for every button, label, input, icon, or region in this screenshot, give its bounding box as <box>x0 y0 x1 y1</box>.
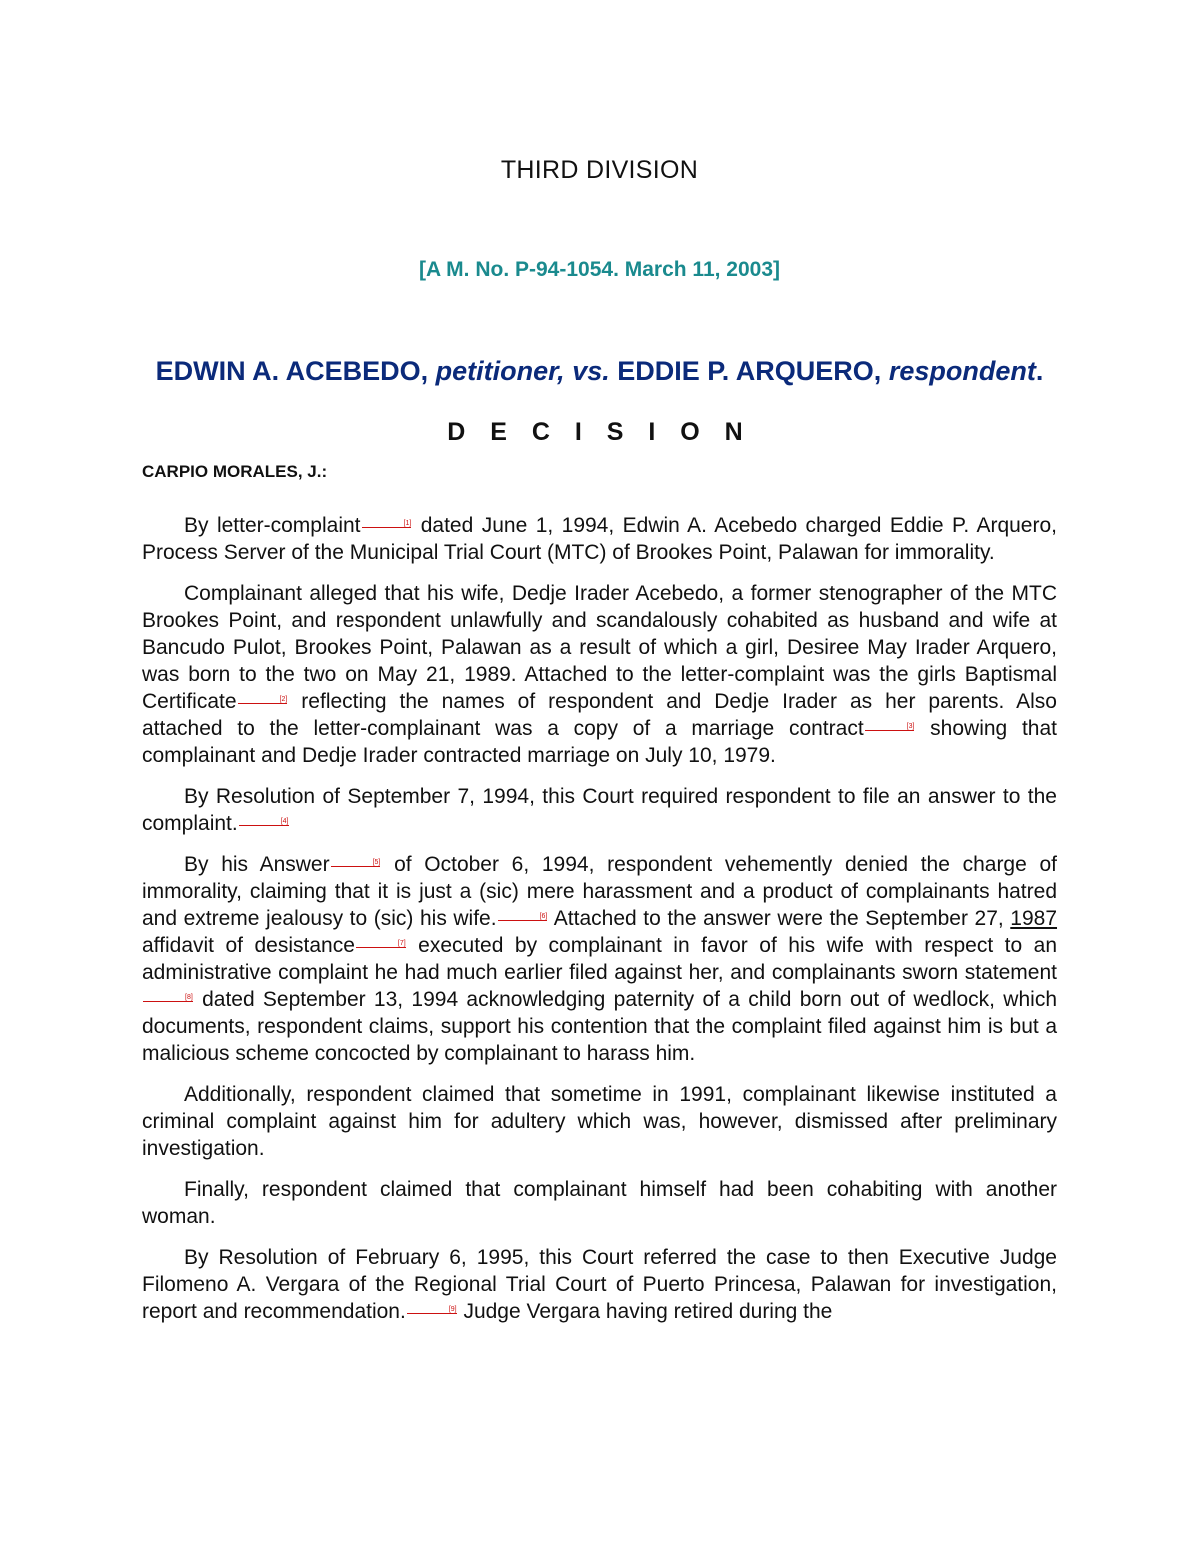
paragraph: By his Answer [5] of October 6, 1994, respondent vehemently denied the charge of immorality, claiming that it is just a (sic) mere harassment and a product of complainants hatred and extreme jealousy to (sic) his wife. [6] Attached to the answer were the September 27, 1987 affidavit of desistance [7] executed by complainant in favor of his wife with respect to an administrative complaint he had much earlier filed against her, and complainants sworn statement[8] dated September 13, 1994 acknowledging paternity of a child born out of wedlock, which documents, respondent claims, support his contention that the complaint filed against him is but a malicious scheme concocted by complainant to harass him. <box>142 853 1058 1065</box>
paragraph: Complainant alleged that his wife, Dedje Irader Acebedo, a former stenographer of the MTC Brookes Point, and respondent unlawfully and scandalously cohabited as husband and wife at Bancudo Pulot, Brookes Point, Palawan as a result of which a girl, Desiree May Irader Arquero, was born to the two on May 21, 1989. Attached to the letter-complaint was the girls Baptismal Certificate [2] reflecting the names of respondent and Dedje Irader as her parents. Also attached to the letter-complainant was a copy of a marriage contract [3] showing that complainant and Dedje Irader contracted marriage on July 10, 1979. <box>142 582 1057 767</box>
underlined-year: 1987 <box>1010 907 1058 930</box>
ponente: CARPIO MORALES, J.: <box>142 462 328 481</box>
footnote-link[interactable]: [5] <box>331 859 381 867</box>
paragraph: By letter-complaint [1] dated June 1, 1994, Edwin A. Acebedo charged Eddie P. Arquero, Process Server of the Municipal Trial Court (MTC) of Brookes Point, Palawan for immorality. <box>142 514 1057 564</box>
case-number: [A M. No. P-94-1054. March 11, 2003] <box>418 258 781 281</box>
footnote-link[interactable]: [8] <box>143 994 193 1002</box>
petitioner-role: petitioner, vs. <box>435 356 610 386</box>
footnote-link[interactable]: [4] <box>239 818 289 826</box>
footnote-link[interactable]: [2] <box>238 696 288 704</box>
title-period: . <box>1035 356 1044 386</box>
footnote-link[interactable]: [3] <box>865 723 915 731</box>
footnote-link[interactable]: [9] <box>407 1306 457 1314</box>
paragraph: Finally, respondent claimed that complainant himself had been cohabiting with another woman. <box>142 1178 1057 1228</box>
division-heading: THIRD DIVISION <box>500 156 699 184</box>
decision-body <box>142 512 1057 1339</box>
case-title <box>142 356 1057 387</box>
paragraph: Additionally, respondent claimed that sometime in 1991, complainant likewise instituted a criminal complaint against him for adultery which was, however, dismissed after preliminary investigation. <box>142 1083 1057 1160</box>
petitioner-name: EDWIN A. ACEBEDO, <box>155 356 429 386</box>
footnote-link[interactable]: [1] <box>362 520 412 528</box>
paragraph: By Resolution of September 7, 1994, this Court required respondent to file an answer to the complaint. [4] <box>142 785 1057 835</box>
respondent-role: respondent <box>888 356 1036 386</box>
decision-heading: D E C I S I O N <box>447 418 752 446</box>
respondent-name: EDDIE P. ARQUERO, <box>617 356 882 386</box>
paragraph: By Resolution of February 6, 1995, this Court referred the case to then Executive Judge Filomeno A. Vergara of the Regional Trial Court of Puerto Princesa, Palawan for investigation, report and recommendation. [9] Judge Vergara having retired during the <box>142 1246 1057 1323</box>
footnote-link[interactable]: [7] <box>356 940 406 948</box>
footnote-link[interactable]: [6] <box>498 913 548 921</box>
